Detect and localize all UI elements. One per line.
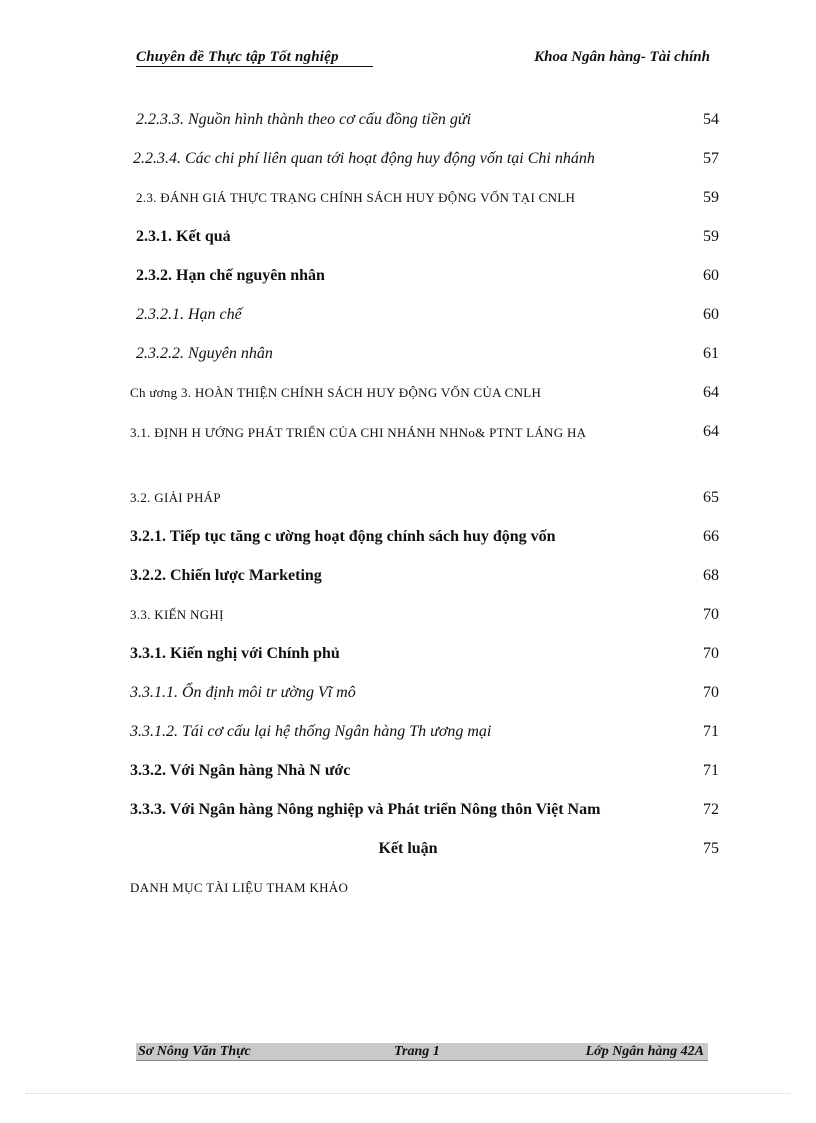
toc-entry-page: 59 [703,189,719,206]
toc-entry-title: 2.3.2.1. Hạn chế [136,306,242,323]
toc-entry-title: 3.2.1. Tiếp tục tăng c ường hoạt động chính sách huy động vốn [130,528,556,545]
toc-entry-title: 3.3.1.2. Tái cơ cấu lại hệ thống Ngân hàng Th ương mại [130,723,492,740]
toc-entry-page: 66 [703,528,719,545]
toc-entry-page: 60 [703,306,719,323]
toc-entry[interactable] [0,331,816,370]
toc-entry[interactable] [0,787,816,826]
toc-entry-title: 2.3.2. Hạn chế nguyên nhân [136,267,325,284]
toc-entry-page: 64 [703,423,719,440]
toc-entry-title: 3.2.2. Chiến lược Marketing [130,567,322,584]
page-header [136,45,710,69]
toc-entry-title: 3.3.1. Kiến nghị với Chính phủ [130,645,340,662]
toc-entry-page: 59 [703,228,719,245]
header-document-type: Chuyên đề Thực tập Tốt nghiệp [136,49,373,67]
toc-entry-page: 65 [703,489,719,506]
toc-entry[interactable] [0,592,816,631]
header-faculty: Khoa Ngân hàng- Tài chính [534,49,710,65]
toc-entry-page: 70 [703,645,719,662]
footer-class-name: Lớp Ngân hàng 42A [585,1044,704,1059]
toc-entry-title: 2.3. ĐÁNH GIÁ THỰC TRẠNG CHÍNH SÁCH HUY ĐỘNG VỐN TẠI CNLH [136,190,576,205]
toc-entry-title: 3.3. KIẾN NGHỊ [130,607,224,622]
toc-entry-title: 3.3.1.1. Ổn định môi tr ường Vĩ mô [130,684,356,701]
toc-entry-title: 2.3.1. Kết quả [136,228,231,245]
toc-entry[interactable] [0,475,816,514]
toc-entry-page: 64 [703,384,719,401]
toc-entry-page: 70 [703,684,719,701]
toc-entry-title: 3.3.2. Với Ngân hàng Nhà N ước [130,762,351,779]
toc-entry-page: 75 [703,840,719,857]
toc-entry[interactable] [0,136,816,175]
toc-entry-title: 3.3.3. Với Ngân hàng Nông nghiệp và Phát triển Nông thôn Việt Nam [130,801,601,818]
toc-entry-page: 71 [703,762,719,779]
toc-entry[interactable] [0,292,816,331]
toc-entry[interactable] [0,748,816,787]
toc-entry[interactable] [0,514,816,553]
toc-entry[interactable] [0,865,816,904]
toc-entry-title: 3.1. ĐỊNH H ƯỚNG PHÁT TRIỂN CỦA CHI NHÁNH NHNo& PTNT LÁNG HẠ [130,425,587,440]
toc-entry-title: 2.2.3.3. Nguồn hình thành theo cơ cấu đồng tiền gửi [136,111,472,128]
toc-entry-title: Kết luận [378,840,438,857]
toc-entry[interactable] [0,670,816,709]
toc-entry[interactable] [0,370,816,409]
toc-entry-title: DANH MỤC TÀI LIỆU THAM KHẢO [130,880,349,895]
toc-entry-title: 3.2. GIẢI PHÁP [130,490,221,505]
toc-entry[interactable] [0,409,816,475]
toc-entry-page: 70 [703,606,719,623]
toc-entry-page: 61 [703,345,719,362]
page-bottom-divider [26,1093,790,1094]
toc-entry-page: 71 [703,723,719,740]
toc-entry[interactable] [0,631,816,670]
toc-entry[interactable] [0,97,816,136]
toc-entry-title: 2.3.2.2. Nguyên nhân [136,345,273,362]
toc-entry-page: 68 [703,567,719,584]
toc-entry[interactable] [0,253,816,292]
toc-entry-title: 2.2.3.4. Các chi phí liên quan tới hoạt động huy động vốn tại Chi nhánh [133,150,595,167]
table-of-contents [0,97,816,904]
toc-entry[interactable] [0,175,816,214]
page-footer [136,1043,708,1061]
toc-entry-page: 54 [703,111,719,128]
toc-entry-title: Ch ương 3. HOÀN THIỆN CHÍNH SÁCH HUY ĐỘNG VỐN CỦA CNLH [130,385,542,400]
toc-entry-page: 72 [703,801,719,818]
toc-entry[interactable] [0,826,816,865]
toc-entry[interactable] [0,214,816,253]
toc-entry-page: 60 [703,267,719,284]
toc-entry[interactable] [0,553,816,592]
footer-page-label: Trang 1 [394,1044,440,1059]
toc-entry[interactable] [0,709,816,748]
toc-entry-page: 57 [703,150,719,167]
footer-author: Sơ Nông Văn Thực [138,1044,251,1059]
